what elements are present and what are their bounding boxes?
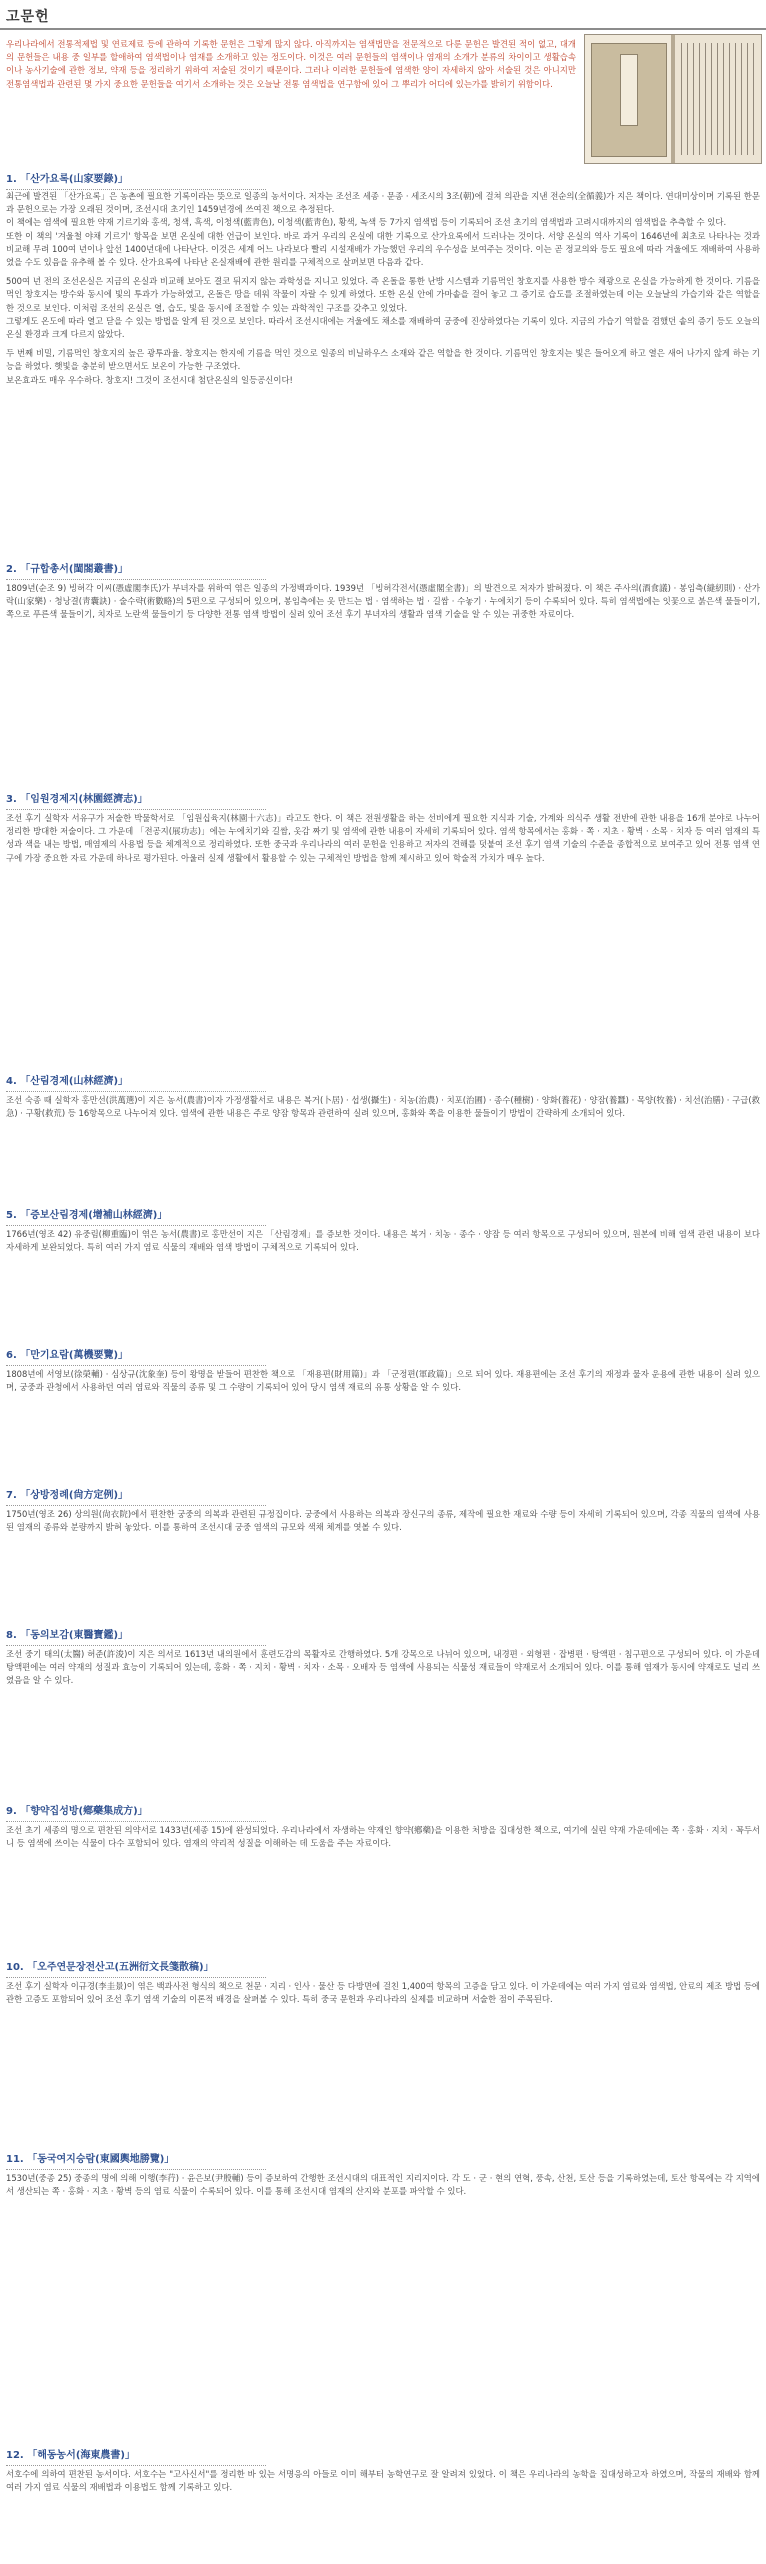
section-title-10: 10. 「오주연문장전산고(五洲衍文長箋散稿)」: [6, 1958, 266, 1978]
page-title: 고문헌: [6, 9, 50, 25]
paragraph: 보온효과도 매우 우수하다. 창호지! 그것이 조선시대 첨단온실의 일등공신이다!: [6, 374, 293, 385]
section-title-1: 1. 「산가요록(山家要錄)」: [6, 170, 266, 190]
section-title-7: 7. 「상방정례(尙方定例)」: [6, 1486, 266, 1506]
section-title-12: 12. 「해동농서(海東農書)」: [6, 2446, 266, 2466]
paragraph: 두 번째 비밀, 기름먹인 창호지의 높은 광투과율. 창호지는 한지에 기름을 먹인 것으로 일종의 비닐하우스 소재와 같은 역할을 한 것이다. 기름먹인 창호지는 빛은 들어오게 하고 열은 새어 나가지 않게 하는 기능을 하였다. 햇빛을 충분히 받으면서도 보온이 가능한 구조였다.: [6, 348, 760, 372]
paragraph: 500여 년 전의 조선온실은 지금의 온실과 비교해 보아도 결코 뒤지지 않는 과학성을 지니고 있었다. 즉 온돌을 통한 난방 시스템과 기름먹인 창호지를 사용한 방수 채광으로 온실을 가능하게 한 것이다. 기름을 먹인 창호지는 방수와 동시에 빛의 투과가 가능하였고, 온돌은 땅을 데워 작물이 자랄 수 있게 하였다. 또한 온실 안에 가마솥을 걸어 놓고 그 증기로 습도를 조절하였는데 이는 오늘날의 가습기와 같은 역할을 한 것으로 보인다. 이처럼 조선의 온실은 열, 습도, 빛을 동시에 조절할 수 있는 과학적인 구조를 갖추고 있었다.: [6, 276, 760, 313]
section-4-body: 조선 숙종 때 실학자 홍만선(洪萬選)이 지은 농서(農書)이자 가정생활서로 내용은 복거(卜居) · 섭생(攝生) · 치농(治農) · 치포(治圃) · 종수(種樹) · 양화(養花) · 양잠(養蠶) · 목양(牧養) · 치선(治膳) · 구급(救急) · 구황(救荒) 등 16항목으로 나누어져 있다. 염색에 관한 내용은 주로 양잠 항목과 관련하여 실려 있으며, 홍화와 쪽을 이용한 물들이기 방법이 간략하게 소개되어 있다.: [6, 1095, 760, 1119]
paragraph: 이 책에는 염색에 필요한 약재 기르기와 홍색, 청색, 흑색, 이청색(藍靑色), 이청색(藍靑色), 황색, 녹색 등 7가지 염색법 등이 기록되어 조선 초기의 염색법과 고려시대까지의 염색법을 추측할 수 있다.: [6, 217, 727, 228]
section-5-body: 1766년(영조 42) 유중림(柳重臨)이 엮은 농서(農書)로 홍만선이 지은 「산림경제」를 증보한 것이다. 내용은 복거 · 치농 · 종수 · 양잠 등 여러 항목으로 구성되어 있으며, 원본에 비해 염색 관련 내용이 보다 자세하게 보완되었다. 특히 여러 가지 염료 식물의 재배와 염색 방법이 구체적으로 기록되어 있다.: [6, 1229, 760, 1253]
section-2-body: 1809년(순조 9) 빙허각 이씨(憑虛閣李氏)가 부녀자를 위하여 엮은 일종의 가정백과이다. 1939년 「빙허각전서(憑虛閣全書)」의 발견으로 저자가 밝혀졌다. 이 책은 주사의(酒食議) · 봉임측(縫紉則) · 산가락(山家樂) · 청낭결(靑囊訣) · 술수략(術數略)의 5편으로 구성되어 있으며, 봉임측에는 옷 만드는 법 · 염색하는 법 · 길쌈 · 수놓기 · 누에치기 등이 수록되어 있다. 특히 염색법에는 잇꽃으로 붉은색 물들이기, 쪽으로 푸른색 물들이기, 치자로 노란색 물들이기 등 다양한 전통 염색 방법이 실려 있어 조선 후기 부녀자의 생활과 염색 기술을 알 수 있는 귀중한 자료이다.: [6, 583, 760, 620]
section-title-3: 3. 「임원경제지(林園經濟志)」: [6, 790, 266, 810]
section-3-body: 조선 후기 실학자 서유구가 저술한 박물학서로 「임원십육지(林園十六志)」라고도 한다. 이 책은 전원생활을 하는 선비에게 필요한 지식과 기술, 가계와 의식주 생활 전반에 관한 내용을 16개 분야로 나누어 정리한 방대한 저술이다. 그 가운데 「전공지(展功志)」에는 누에치기와 길쌈, 옷감 짜기 및 염색에 관한 내용이 자세히 기록되어 있다. 염색 항목에서는 홍화 · 쪽 · 지초 · 황벽 · 소목 · 치자 등 여러 염재의 특성과 색을 내는 방법, 매염제의 사용법 등을 체계적으로 정리하였다. 또한 중국과 우리나라의 여러 문헌을 인용하고 저자의 견해를 덧붙여 조선 후기 염색 기술의 수준을 종합적으로 보여주고 있어 전통 염색 연구에 가장 중요한 자료 가운데 하나로 평가된다. 아울러 실제 생활에서 활용할 수 있는 구체적인 방법을 함께 제시하고 있어 학술적 가치가 매우 높다.: [6, 813, 760, 863]
section-title-4: 4. 「산림경제(山林經濟)」: [6, 1072, 266, 1092]
section-8-body: 조선 중기 태의(太醫) 허준(許浚)이 지은 의서로 1613년 내의원에서 훈련도감의 목활자로 간행하였다. 5개 강목으로 나뉘어 있으며, 내경편 · 외형편 · 잡병편 · 탕액편 · 침구편으로 구성되어 있다. 이 가운데 탕액편에는 여러 약재의 성질과 효능이 기록되어 있는데, 홍화 · 쪽 · 지치 · 황벽 · 치자 · 소목 · 오배자 등 염색에 사용되는 식물성 재료들이 약재로서 소개되어 있다. 이를 통해 염재가 동시에 약재로도 널리 쓰였음을 알 수 있다.: [6, 1649, 760, 1686]
section-12-body: 서호수에 의하여 편찬된 농서이다. 서호수는 "고사신서"를 정리한 바 있는 서명응의 아들로 이미 해부터 농학연구로 잘 알려져 있었다. 이 책은 우리나라의 농학을 집대성하고자 하였으며, 작물의 재배와 함께 여러 가지 염료 식물의 재배법과 이용법도 함께 기록하고 있다.: [6, 2469, 760, 2493]
section-9-body: 조선 초기 세종의 명으로 편찬된 의약서로 1433년(세종 15)에 완성되었다. 우리나라에서 자생하는 약재인 향약(鄕藥)을 이용한 처방을 집대성한 책으로, 여기에 실린 약재 가운데에는 쪽 · 홍화 · 지치 · 꼭두서니 등 염색에 쓰이는 식물이 다수 포함되어 있다. 염재의 약리적 성질을 이해하는 데 도움을 주는 자료이다.: [6, 1825, 760, 1849]
section-title-6: 6. 「만기요람(萬機要覽)」: [6, 1346, 266, 1366]
section-title-11: 11. 「동국여지승람(東國輿地勝覽)」: [6, 2150, 266, 2170]
paragraph: 그렇게도 온도에 따라 열고 닫을 수 있는 방법을 알게 된 것으로 보인다. 따라서 조선시대에는 겨울에도 채소를 재배하여 궁중에 진상하였다는 기록이 있다. 지금의 가습기 역할을 겸했던 솥의 증기 등도 오늘의 온실 환경과 크게 다르지 않았다.: [6, 315, 760, 340]
section-title-8: 8. 「동의보감(東醫寶鑑)」: [6, 1626, 266, 1646]
paragraph: 최근에 발견된 「산가요록」은 농촌에 필요한 기록이라는 뜻으로 일종의 농서이다. 저자는 조선조 세종 · 문종 · 세조시의 3조(朝)에 걸쳐 의관을 지낸 전순의(全循義)가 지은 책이다. 연대미상이며 기록된 한문과 문헌으로는 가장 오래된 것이며, 조선시대 초기인 1459년경에 쓰여진 책으로 추정된다.: [6, 191, 760, 215]
section-title-9: 9. 「향약집성방(鄕藥集成方)」: [6, 1802, 266, 1822]
title-divider: [0, 28, 766, 30]
section-7-body: 1750년(영조 26) 상의원(尙衣院)에서 편찬한 궁중의 의복과 관련된 규정집이다. 궁중에서 사용하는 의복과 장신구의 종류, 제작에 필요한 재료와 수량 등이 자세히 기록되어 있으며, 각종 직물의 염색에 사용된 염재의 종류와 분량까지 밝혀 놓았다. 이를 통하여 조선시대 궁중 염색의 규모와 색채 체계를 엿볼 수 있다.: [6, 1509, 760, 1533]
section-10-body: 조선 후기 실학자 이규경(李圭景)이 엮은 백과사전 형식의 책으로 천문 · 지리 · 인사 · 물산 등 다방면에 걸친 1,400여 항목의 고증을 담고 있다. 이 가운데에는 여러 가지 염료와 염색법, 안료의 제조 방법 등에 관한 고증도 포함되어 있어 조선 후기 염색 기술의 이론적 배경을 살펴볼 수 있다. 특히 중국 문헌과 우리나라의 실제를 비교하며 서술한 점이 주목된다.: [6, 1981, 760, 2005]
section-6-body: 1808년에 서영보(徐榮輔) · 심상규(沈象奎) 등이 왕명을 받들어 편찬한 책으로 「재용편(財用篇)」과 「군정편(軍政篇)」으로 되어 있다. 재용편에는 조선 후기의 재정과 물자 운용에 관한 내용이 실려 있으며, 궁중과 관청에서 사용하던 여러 염료와 직물의 종류 및 그 수량이 기록되어 있어 당시 염색 재료의 유통 상황을 알 수 있다.: [6, 1369, 760, 1393]
paragraph: 또한 이 책의 '겨울철 야채 기르기' 항목을 보면 온실에 대한 언급이 보인다. 바로 과거 우리의 온실에 대한 기록으로 산가요록에서 드러나는 것이다. 서양 온실의 역사 기록이 1646년에 최초로 나타나는 것과 비교해 무려 100여 년이나 앞선 1400년대에 나타난다. 이것은 세계 어느 나라보다 빨리 시설재배가 가능했던 우리의 우수성을 보여주는 것이다. 이는 곧 정교의와 등도 필요에 따라 겨울에도 재배하여 사용하였을 수도 있음을 유추해 볼 수 있다. 산가요록에 나타난 온실재배에 관한 원리를 구체적으로 살펴보면 다음과 같다.: [6, 230, 760, 268]
intro-paragraph: 우리나라에서 전통적제법 및 연료제료 등에 관하여 기록한 문헌은 그렇게 많지 않다. 아직까지는 염색법만을 전문적으로 다룬 문헌은 발견된 적이 없고, 대개의 문헌들은 내용 중 일부를 할애하여 염색법이나 염재를 소개하고 있는 정도이다. 이것은 여러 문헌들의 염색이나 염재의 소개가 분류의 차이이고 생활습속이나 농사기술에 관한 정보, 약재 등을 정리하기 위하여 저술된 것이기 때문이다. 그러나 이러한 문헌들에 염색한 양이 자세하지 않아 서술된 것은 아니지만 전통염색법과 관련된 몇 가지 중요한 문헌들을 여기서 소개하는 것은 오늘날 전통 염색법을 연구함에 있어 그 뿌리가 어디에 있는가를 밝히기 위함이다.: [6, 39, 576, 89]
section-11-body: 1530년(중종 25) 중종의 명에 의해 이행(李荇) · 윤은보(尹殷輔) 등이 증보하여 간행한 조선시대의 대표적인 지리지이다. 각 도 · 군 · 현의 연혁, 풍속, 산천, 토산 등을 기록하였는데, 토산 항목에는 각 지역에서 생산되는 쪽 · 홍화 · 지초 · 황벽 등의 염료 식물이 수록되어 있다. 이를 통해 조선시대 염재의 산지와 분포를 파악할 수 있다.: [6, 2173, 760, 2197]
section-title-5: 5. 「증보산림경제(增補山林經濟)」: [6, 1206, 266, 1226]
old-book-photo: [584, 34, 762, 164]
section-1-body: [6, 190, 760, 387]
section-title-2: 2. 「규합총서(閨閤叢書)」: [6, 560, 266, 580]
